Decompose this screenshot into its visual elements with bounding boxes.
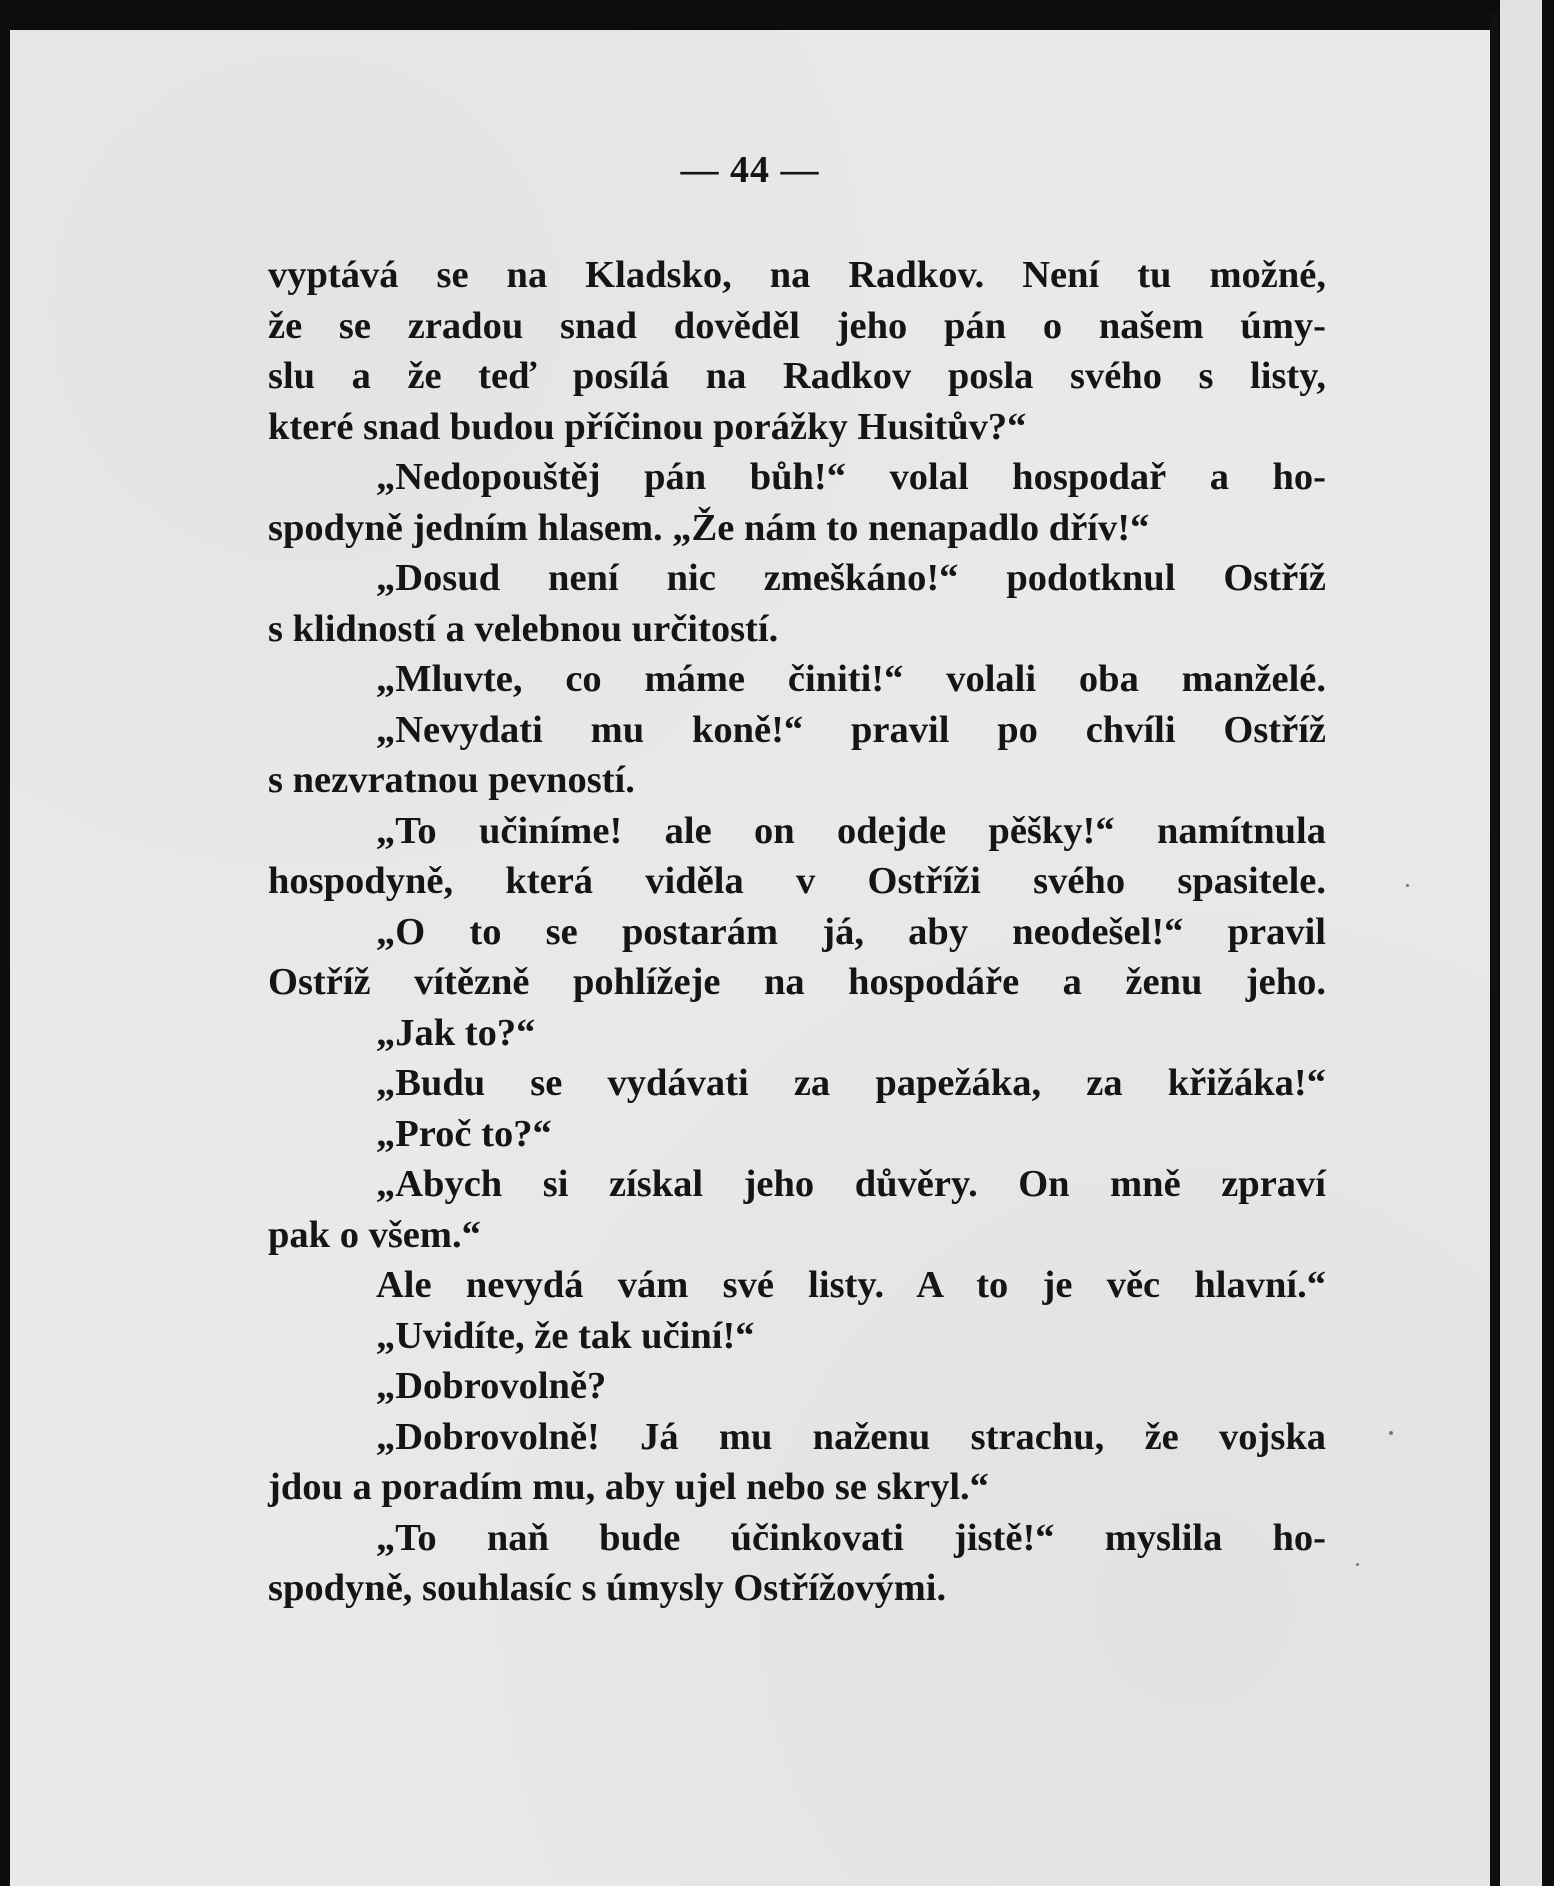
print-speck xyxy=(1406,884,1409,887)
text-line: „Mluvte, co máme činiti!“ volali oba manželé. xyxy=(376,658,1326,700)
binding-gutter xyxy=(1491,12,1498,1886)
text-line: „To učiníme! ale on odejde pěšky!“ namítnula xyxy=(376,809,1326,852)
body-text xyxy=(268,250,1326,1614)
text-line: „Budu se vydávati za papežáka, za křižáka!“ xyxy=(376,1062,1326,1104)
text-line: „Uvidíte, že tak učiní!“ xyxy=(376,1314,755,1357)
text-line: „O to se postarám já, aby neodešel!“ pravil xyxy=(376,910,1326,953)
text-line: „Nedopouštěj pán bůh!“ volal hospodař a ho- xyxy=(376,456,1326,498)
text-line: že se zradou snad dověděl jeho pán o našem úmy- xyxy=(268,304,1326,347)
text-line: hospodyně, která viděla v Ostříži svého spasitele. xyxy=(268,860,1326,902)
text-line: s klidností a velebnou určitostí. xyxy=(268,607,779,650)
text-line: „Proč to?“ xyxy=(376,1112,552,1155)
text-line: Ale nevydá vám své listy. A to je věc hlavní.“ xyxy=(376,1264,1326,1306)
text-line: které snad budou příčinou porážky Husitův?“ xyxy=(268,405,1027,448)
text-line: spodyně jedním hlasem. „Že nám to nenapadlo dřív!“ xyxy=(268,506,1150,549)
page-number: — 44 — xyxy=(680,149,820,191)
adjacent-page-edge xyxy=(1500,0,1542,1886)
text-line: jdou a poradím mu, aby ujel nebo se skryl.“ xyxy=(268,1466,989,1508)
print-speck xyxy=(1356,1563,1359,1566)
text-line: slu a že teď posílá na Radkov posla svého s listy, xyxy=(268,355,1326,397)
text-line: „Abych si získal jeho důvěry. On mně zpraví xyxy=(376,1163,1326,1205)
text-line: vyptává se na Kladsko, na Radkov. Není tu možné, xyxy=(268,254,1326,296)
text-line: Ostříž vítězně pohlížeje na hospodáře a ženu jeho. xyxy=(268,961,1326,1003)
text-line: spodyně, souhlasíc s úmysly Ostřížovými. xyxy=(268,1567,947,1609)
text-line: „Dobrovolně? xyxy=(376,1365,607,1407)
text-line: „Dosud není nic zmeškáno!“ podotknul Ostříž xyxy=(376,557,1326,599)
text-line: pak o všem.“ xyxy=(268,1213,481,1256)
text-line: „To naň bude účinkovati jistě!“ myslila ho- xyxy=(376,1516,1326,1559)
text-line: s nezvratnou pevností. xyxy=(268,759,635,801)
text-line: „Nevydati mu koně!“ pravil po chvíli Ostříž xyxy=(376,708,1326,751)
print-speck xyxy=(1389,1431,1393,1435)
text-line: „Jak to?“ xyxy=(376,1011,536,1054)
text-line: „Dobrovolně! Já mu naženu strachu, že vojska xyxy=(376,1415,1326,1458)
